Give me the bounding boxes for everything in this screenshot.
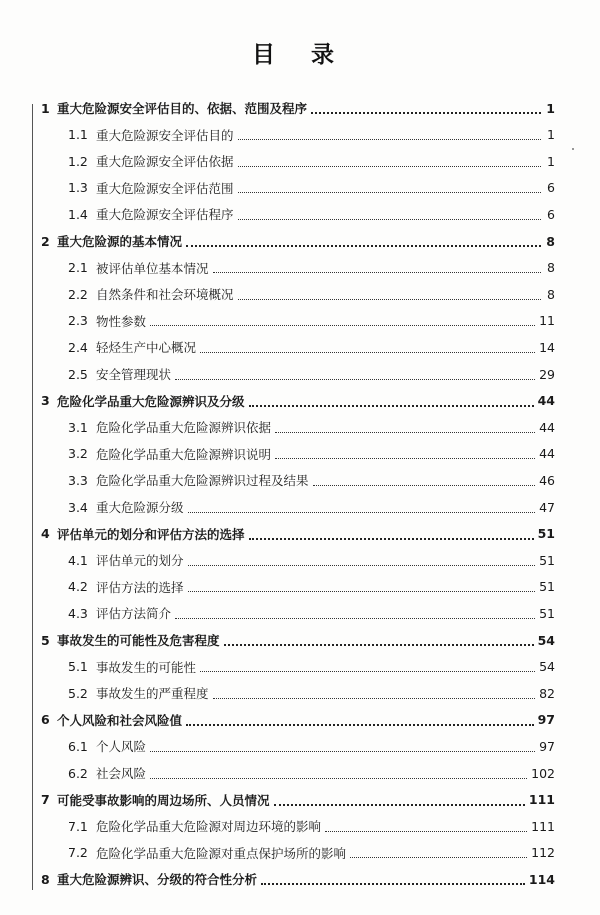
dot-leader — [275, 458, 535, 459]
toc-section-row[interactable] — [68, 123, 555, 147]
dot-leader — [213, 698, 536, 699]
toc-entry-title: 危险化学品重大危险源对周边环境的影响 — [96, 819, 322, 835]
toc-entry-number: 6 — [41, 712, 50, 728]
toc-entry-page: 44 — [539, 446, 555, 462]
toc-entry-page: 102 — [531, 765, 555, 781]
toc-entry-page: 11 — [539, 313, 555, 329]
toc-entry-number: 2 — [41, 233, 50, 249]
toc-section-row[interactable] — [68, 468, 555, 492]
toc-entry-title: 重大危险源的基本情况 — [57, 234, 183, 249]
toc-entry-title: 评估单元的划分 — [96, 553, 184, 569]
toc-entry-page: 1 — [546, 100, 555, 116]
toc-entry-title: 重大危险源分级 — [96, 500, 184, 515]
dot-leader — [325, 831, 527, 832]
toc-section-row[interactable] — [68, 575, 555, 599]
toc-entry-number: 8 — [41, 871, 50, 887]
toc-entry-page: 1 — [547, 127, 555, 143]
toc-entry-page: 51 — [539, 605, 555, 621]
toc-entry-page: 44 — [537, 393, 555, 409]
toc-entry-number: 2.4 — [68, 339, 88, 355]
toc-entry-number: 3.2 — [68, 446, 88, 462]
toc-entry-page: 6 — [547, 206, 555, 222]
dot-leader — [261, 883, 525, 885]
toc-entry-page: 6 — [547, 180, 555, 196]
dot-leader — [238, 139, 541, 140]
dot-leader — [175, 379, 535, 380]
dot-leader — [224, 644, 534, 646]
toc-entry-number: 1 — [41, 100, 50, 116]
toc-entry-number: 4.3 — [68, 605, 88, 621]
toc-entry-page: 111 — [528, 792, 555, 808]
toc-entry-title: 评估方法的选择 — [96, 579, 184, 595]
toc-entry-title: 事故发生的可能性 — [96, 659, 197, 675]
toc-entry-page: 8 — [546, 233, 555, 249]
toc-entry-title: 重大危险源辨识、分级的符合性分析 — [57, 872, 258, 888]
toc-entry-number: 2.3 — [68, 313, 88, 329]
dot-leader — [350, 857, 527, 858]
toc-section-row[interactable] — [68, 655, 555, 679]
toc-entry-title: 安全管理现状 — [96, 367, 172, 382]
toc-entry-number: 1.4 — [68, 206, 88, 222]
dot-leader — [249, 538, 534, 540]
toc-entry-page: 112 — [531, 845, 555, 861]
toc-entry-title: 事故发生的严重程度 — [96, 686, 209, 702]
toc-entry-page: 47 — [539, 499, 555, 515]
toc-chapter-row[interactable] — [41, 867, 555, 891]
toc-entry-title: 重大危险源安全评估目的、依据、范围及程序 — [57, 101, 308, 116]
toc-entry-number: 5.1 — [68, 659, 88, 675]
toc-entry-page: 51 — [539, 579, 555, 595]
toc-entry-page: 8 — [547, 286, 555, 302]
toc-entry-number: 3.4 — [68, 499, 88, 515]
toc-entry-title: 物性参数 — [96, 313, 147, 329]
toc-section-row[interactable] — [68, 149, 555, 173]
toc-section-row[interactable] — [68, 734, 555, 758]
dot-leader — [200, 352, 535, 353]
toc-entry-page: 29 — [539, 366, 555, 382]
toc-entry-number: 3 — [41, 393, 50, 409]
dot-leader — [238, 219, 541, 220]
dot-leader — [238, 299, 541, 300]
toc-entry-title: 事故发生的可能性及危害程度 — [57, 633, 220, 648]
toc-section-row[interactable] — [68, 814, 555, 838]
toc-section-row[interactable] — [68, 309, 555, 333]
toc-entry-number: 2.5 — [68, 366, 88, 382]
toc-chapter-row[interactable] — [41, 96, 555, 120]
toc-entry-number: 7.1 — [68, 818, 88, 834]
toc-entry-title: 社会风险 — [96, 766, 147, 781]
toc-section-row[interactable] — [68, 495, 555, 519]
toc-section-row[interactable] — [68, 415, 555, 439]
dot-leader — [200, 671, 535, 672]
toc-section-row[interactable] — [68, 256, 555, 280]
toc-entry-page: 111 — [531, 818, 555, 834]
toc-chapter-row[interactable] — [41, 229, 555, 253]
toc-entry-number: 3.1 — [68, 419, 88, 435]
toc-entry-page: 97 — [539, 738, 555, 754]
toc-entry-number: 1.3 — [68, 180, 88, 196]
toc-entry-page: 44 — [539, 419, 555, 435]
toc-entry-title: 评估单元的划分和评估方法的选择 — [57, 526, 245, 542]
toc-entry-number: 6.2 — [68, 765, 88, 781]
toc-section-row[interactable] — [68, 282, 555, 306]
toc-entry-title: 轻烃生产中心概况 — [96, 340, 197, 356]
toc-entry-number: 6.1 — [68, 738, 88, 754]
toc-section-row[interactable] — [68, 442, 555, 466]
toc-entry-number: 2.2 — [68, 286, 88, 302]
toc-section-row[interactable] — [68, 601, 555, 625]
toc-chapter-row[interactable] — [41, 389, 555, 413]
toc-entry-number: 4.1 — [68, 552, 88, 568]
toc-entry-page: 14 — [539, 339, 555, 355]
dot-leader — [313, 485, 536, 486]
toc-entry-title: 可能受事故影响的周边场所、人员情况 — [57, 792, 270, 808]
toc-entry-number: 4.2 — [68, 579, 88, 595]
left-scan-edge — [32, 104, 33, 890]
toc-entry-title: 重大危险源安全评估依据 — [96, 154, 234, 170]
toc-entry-number: 1.2 — [68, 153, 88, 169]
toc-section-row[interactable] — [68, 202, 555, 226]
toc-entry-number: 7 — [41, 792, 50, 808]
dot-leader — [311, 112, 541, 114]
dot-leader — [213, 272, 541, 273]
toc-entry-number: 4 — [41, 526, 50, 542]
dot-leader — [238, 166, 541, 167]
toc-entry-page: 82 — [539, 685, 555, 701]
toc-entry-title: 重大危险源安全评估范围 — [96, 180, 234, 196]
toc-entry-number: 5 — [41, 632, 50, 648]
toc-entry-title: 危险化学品重大危险源辨识及分级 — [57, 393, 245, 409]
toc-entry-number: 7.2 — [68, 845, 88, 861]
toc-section-row[interactable] — [68, 761, 555, 785]
dot-leader — [188, 565, 536, 566]
toc-entry-title: 危险化学品重大危险源对重点保护场所的影响 — [96, 845, 347, 861]
dot-leader — [238, 192, 541, 193]
toc-entry-page: 8 — [547, 260, 555, 276]
scan-speck — [572, 148, 574, 150]
toc-section-row[interactable] — [68, 548, 555, 572]
toc-section-row[interactable] — [68, 176, 555, 200]
toc-entry-title: 危险化学品重大危险源辨识依据 — [96, 420, 272, 436]
toc-section-row[interactable] — [68, 681, 555, 705]
toc-entry-number: 3.3 — [68, 472, 88, 488]
dot-leader — [275, 432, 535, 433]
toc-chapter-row[interactable] — [41, 522, 555, 546]
toc-entry-title: 危险化学品重大危险源辨识过程及结果 — [96, 473, 309, 489]
toc-entry-number: 1.1 — [68, 127, 88, 143]
toc-entry-number: 5.2 — [68, 685, 88, 701]
dot-leader — [186, 245, 541, 247]
toc-chapter-row[interactable] — [41, 788, 555, 812]
dot-leader — [150, 325, 535, 326]
toc-entry-title: 被评估单位基本情况 — [96, 260, 209, 276]
toc-entry-title: 重大危险源安全评估程序 — [96, 207, 234, 223]
dot-leader — [186, 724, 534, 726]
toc-entry-page: 51 — [537, 526, 555, 542]
toc-entry-title: 个人风险 — [96, 739, 147, 755]
toc-entry-page: 97 — [537, 712, 555, 728]
toc-entry-title: 自然条件和社会环境概况 — [96, 287, 234, 303]
toc-entry-page: 54 — [539, 659, 555, 675]
dot-leader — [150, 751, 535, 752]
toc-entry-title: 重大危险源安全评估目的 — [96, 127, 234, 143]
page-title: 目 录 — [251, 42, 348, 68]
toc-section-row[interactable] — [68, 841, 555, 865]
dot-leader — [175, 618, 535, 619]
toc-entry-page: 54 — [537, 632, 555, 648]
dot-leader — [188, 591, 536, 592]
toc-entry-number: 2.1 — [68, 260, 88, 276]
toc-section-row[interactable] — [68, 335, 555, 359]
toc-chapter-row[interactable] — [41, 628, 555, 652]
toc-section-row[interactable] — [68, 362, 555, 386]
dot-leader — [150, 778, 527, 779]
dot-leader — [249, 405, 534, 407]
toc-entry-title: 危险化学品重大危险源辨识说明 — [96, 446, 272, 462]
toc-entry-page: 51 — [539, 552, 555, 568]
dot-leader — [274, 804, 525, 806]
dot-leader — [188, 512, 536, 513]
toc-entry-page: 46 — [539, 472, 555, 488]
toc-entry-title: 评估方法简介 — [96, 606, 172, 622]
toc-entry-page: 1 — [547, 153, 555, 169]
toc-entry-title: 个人风险和社会风险值 — [57, 712, 183, 728]
toc-entry-page: 114 — [528, 871, 555, 887]
toc-chapter-row[interactable] — [41, 708, 555, 732]
